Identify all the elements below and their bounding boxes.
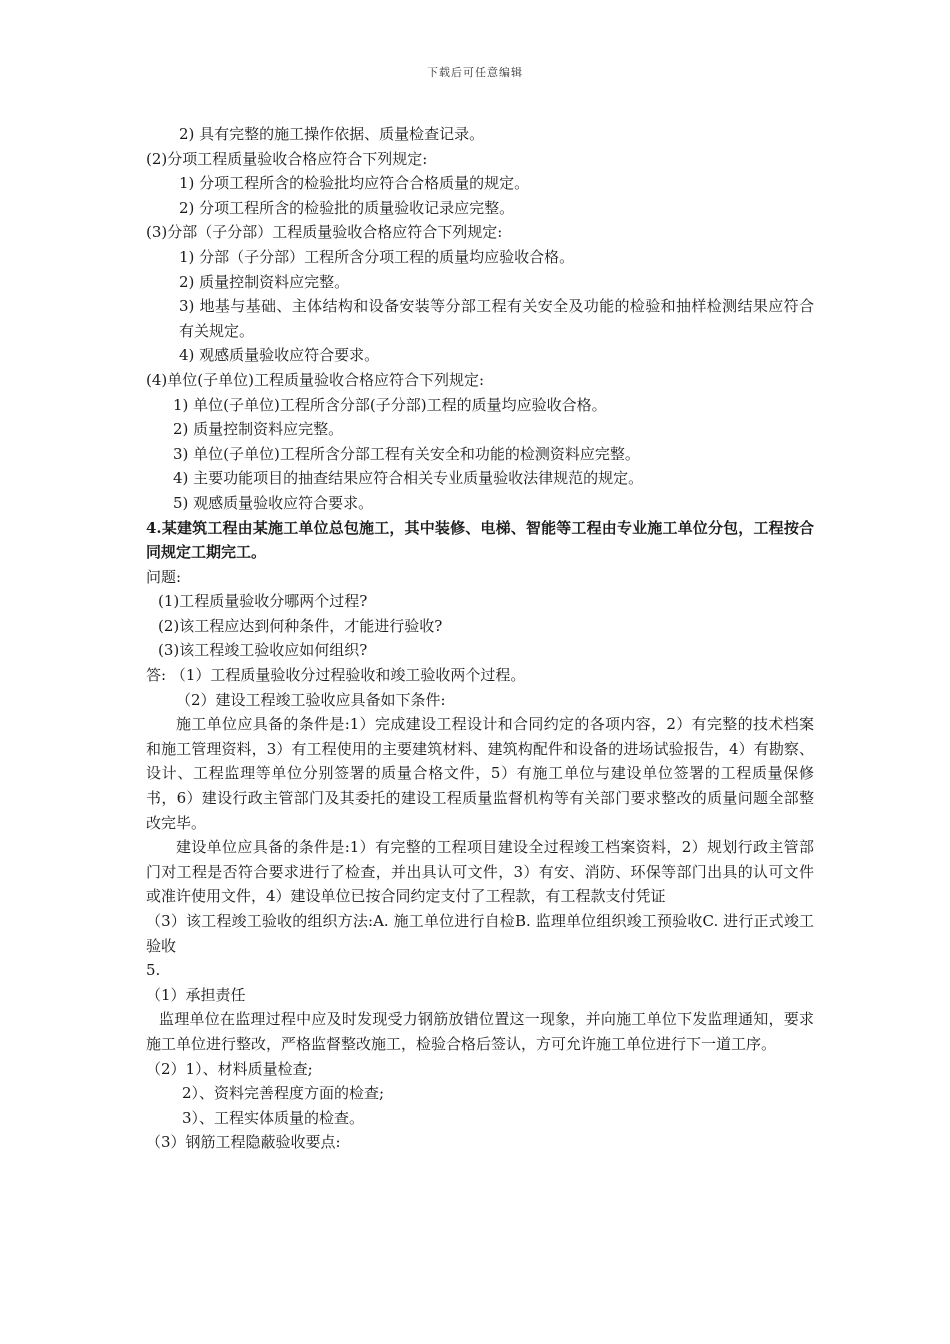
text-line: 建设单位应具备的条件是:1）有完整的工程项目建设全过程竣工档案资料，2）规划行政主管部门对工程是否符合要求进行了检查，并出具认可文件，3）有安、消防、环保等部门出具的认可文件或准许使用文件，4）建设单位已按合同约定支付了工程款，有工程款支付凭证 [146,838,814,906]
text-line: 施工单位应具备的条件是:1）完成建设工程设计和合同约定的各项内容，2）有完整的技术档案和施工管理资料，3）有工程使用的主要建筑材料、建筑构配件和设备的进场试验报告，4）有勘察、设计、工程监理等单位分别签署的质量合格文件，5）有施工单位与建设单位签署的工程质量保修书，6）建设行政主管部门及其委托的建设工程质量监督机构等有关部门要求整改的质量问题全部整改完毕。 [146,715,814,832]
text-line: (4)单位(子单位)工程质量验收合格应符合下列规定: [146,370,485,389]
text-line: （3）该工程竣工验收的组织方法:A. 施工单位进行自检B. 监理单位组织竣工预验收C. 进行正式竣工验收 [146,912,814,955]
text-line: （2）建设工程竣工验收应具备如下条件: [176,690,446,709]
text-line: 1) 分项工程所含的检验批均应符合合格质量的规定。 [179,174,530,193]
text-line: 3) 地基与基础、主体结构和设备安装等分部工程有关安全及功能的检验和抽样检测结果应符合有关规定。 [179,297,814,340]
text-line: (2)该工程应达到何种条件，才能进行验收? [158,616,443,635]
text-line: （1）承担责任 [146,985,246,1004]
text-line: （2）1）、材料质量检查; [146,1059,313,1078]
text-line: 3）、工程实体质量的检查。 [182,1108,365,1127]
text-line: 答: （1）工程质量验收分过程验收和竣工验收两个过程。 [146,666,526,685]
text-line: 5. [146,961,161,980]
document-body [146,122,814,1155]
text-line: (3)该工程竣工验收应如何组织? [158,641,368,660]
text-line: 4) 主要功能项目的抽查结果应符合相关专业质量验收法律规范的规定。 [173,469,644,488]
text-line: 2) 质量控制资料应完整。 [173,420,344,439]
text-line: 2）、资料完善程度方面的检查; [182,1084,385,1103]
text-line: 1) 单位(子单位)工程所含分部(子分部)工程的质量均应验收合格。 [173,395,607,414]
text-line: 问题: [146,567,182,586]
text-line: (1)工程质量验收分哪两个过程? [158,592,368,611]
text-line: 4) 观感质量验收应符合要求。 [179,346,380,365]
text-line: 1) 分部（子分部）工程所含分项工程的质量均应验收合格。 [179,247,575,266]
text-line: （3）钢筋工程隐蔽验收要点: [146,1133,341,1152]
text-line: 5) 观感质量验收应符合要求。 [173,493,374,512]
text-line: (3)分部（子分部）工程质量验收合格应符合下列规定: [146,223,503,242]
text-line: 2) 具有完整的施工操作依据、质量检查记录。 [179,125,485,143]
text-line: 4.某建筑工程由某施工单位总包施工，其中装修、电梯、智能等工程由专业施工单位分包，工程按合同规定工期完工。 [146,518,814,562]
text-line: (2)分项工程质量验收合格应符合下列规定: [146,149,428,168]
text-line: 2) 质量控制资料应完整。 [179,272,350,291]
text-line: 3) 单位(子单位)工程所含分部工程有关安全和功能的检测资料应完整。 [173,444,640,463]
page-header: 下载后可任意编辑 [427,66,523,79]
text-line: 监理单位在监理过程中应及时发现受力钢筋放错位置这一现象，并向施工单位下发监理通知，要求施工单位进行整改，严格监督整改施工，检验合格后签认，方可允许施工单位进行下一道工序。 [146,1010,814,1053]
text-line: 2) 分项工程所含的检验批的质量验收记录应完整。 [179,198,515,217]
